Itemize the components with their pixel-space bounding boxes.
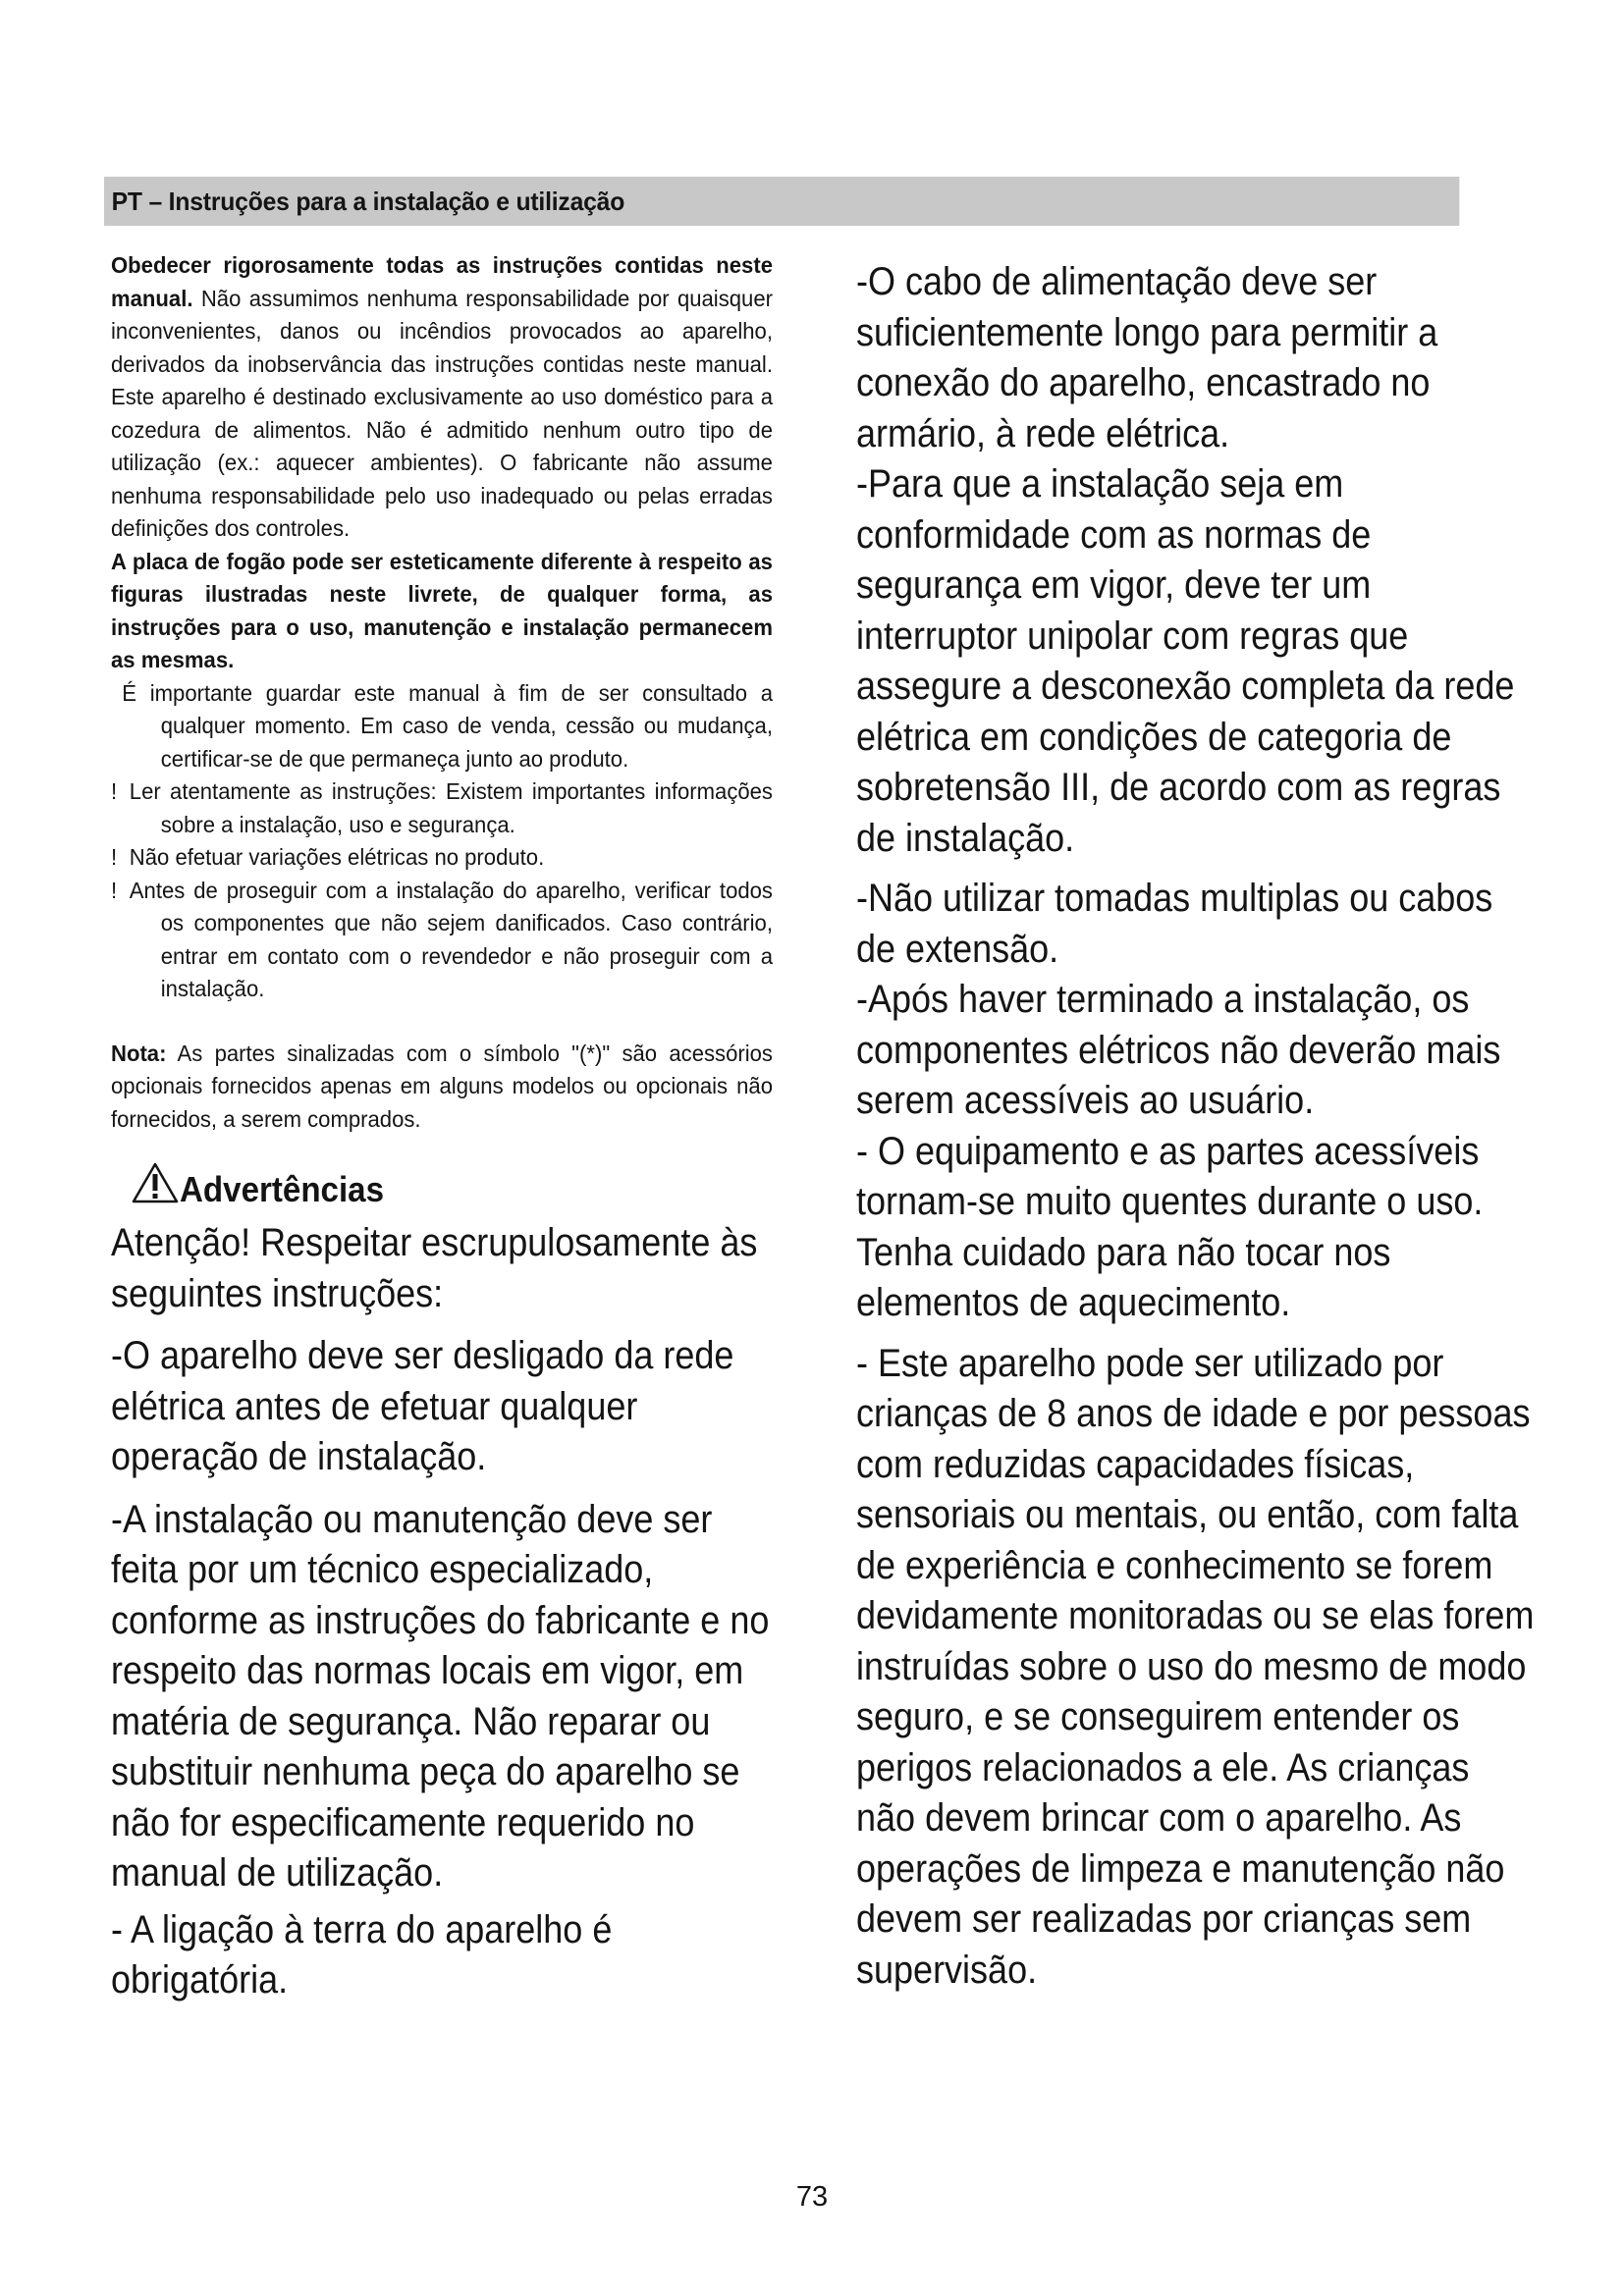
list-item: ! Antes de proseguir com a instalação do aparelho, verificar todos os componentes que não sejem danificados. Caso contrário, entrar em contato com o revendedor e não proseguir com a instalação. xyxy=(111,875,773,1006)
right-paragraph: -O cabo de alimentação deve ser suficientemente longo para permitir a conexão do aparelho, encastrado no armário, à rede elétrica. xyxy=(856,260,1438,455)
bold-notice: A placa de fogão pode ser esteticamente diferente à respeito as figuras ilustradas neste livrete, de qualquer forma, as instruções para o uso, manutenção e instalação permanecem as mesmas. xyxy=(111,548,773,672)
warning-paragraph: - A ligação à terra do aparelho é obrigatória. xyxy=(111,1907,613,2002)
intro-bold-text: Obedecer rigorosamente todas as instruções contidas neste manual. xyxy=(111,252,773,311)
warnings-title: Advertências xyxy=(180,1169,385,1209)
nota-text: As partes sinalizadas com o símbolo "(*)" são acessórios opcionais fornecidos apenas em alguns modelos ou opcionais não fornecidos, a serem comprados. xyxy=(111,1040,773,1132)
intro-text: Não assumimos nenhuma responsabilidade por quaisquer inconvenientes, danos ou incêndios provocados ao aparelho, derivados da inobservância das instruções contidas neste manual. Este aparelho é destinado exclusivamente ao uso doméstico para a cozedura de alimentos. Não é admitido nenhum outro tipo de utilização (ex.: aquecer ambientes). O fabricante não assume nenhuma responsabilidade pelo uso inadequado ou pelas erradas definições dos controles. xyxy=(111,285,773,541)
page-number: 73 xyxy=(795,2181,829,2213)
right-paragraph: -Não utilizar tomadas multiplas ou cabos de extensão. xyxy=(856,877,1493,971)
list-item: É importante guardar este manual à fim de ser consultado a qualquer momento. Em caso de venda, cessão ou mudança, certificar-se de que permaneça junto ao produto. xyxy=(122,679,773,772)
left-column xyxy=(111,249,779,2006)
list-item: ! Ler atentamente as instruções: Existem importantes informações sobre a instalação, uso e segurança. xyxy=(111,775,773,841)
warning-paragraph: -A instalação ou manutenção deve ser feita por um técnico especializado, conforme as instruções do fabricante e no respeito das normas locais em vigor, em matéria de segurança. Não reparar ou substituir nenhuma peça do aparelho se não for especificamente requerido no manual de utilização. xyxy=(111,1497,770,1895)
nota-label: Nota: xyxy=(111,1040,167,1066)
warning-paragraph: -O aparelho deve ser desligado da rede elétrica antes de efetuar qualquer operação de instalação. xyxy=(111,1334,734,1478)
warning-paragraph: Atenção! Respeitar escrupulosamente às seguintes instruções: xyxy=(111,1221,758,1315)
right-paragraph: - O equipamento e as partes acessíveis tornam-se muito quentes durante o uso. Tenha cuidado para não tocar nos elementos de aquecimento. xyxy=(856,1129,1484,1324)
right-column xyxy=(856,257,1534,1996)
nota-paragraph xyxy=(111,1038,773,1137)
right-paragraph: - Este aparelho pode ser utilizado por crianças de 8 anos de idade e por pessoas com reduzidas capacidades físicas, sensoriais ou mentais, ou então, com falta de experiência e conhecimento se forem devidamente monitoradas ou se elas forem instruídas sobre o uso do mesmo de modo seguro, e se conseguirem entender os perigos relacionados a ele. As crianças não devem brincar com o aparelho. As operações de limpeza e manutenção não devem ser realizadas por crianças sem supervisão. xyxy=(856,1341,1535,1992)
right-paragraph: -Para que a instalação seja em conformidade com as normas de segurança em vigor, deve ter um interruptor unipolar com regras que assegure a desconexão completa da rede elétrica em condições de categoria de sobretensão III, de acordo com as regras de instalação. xyxy=(856,462,1515,860)
warning-triangle-icon xyxy=(131,1161,180,1204)
exclamation-mark: ! xyxy=(111,877,118,903)
intro-paragraph xyxy=(111,249,773,546)
section-header: PT – Instruções para a instalação e utilização xyxy=(104,177,1459,226)
exclamation-mark: ! xyxy=(111,844,118,870)
exclamation-mark: ! xyxy=(111,778,118,804)
warnings-heading xyxy=(111,1157,779,1218)
list-item: ! Não efetuar variações elétricas no produto. xyxy=(111,841,773,875)
right-paragraph: -Após haver terminado a instalação, os componentes elétricos não deverão mais serem acessíveis ao usuário. xyxy=(856,978,1501,1122)
